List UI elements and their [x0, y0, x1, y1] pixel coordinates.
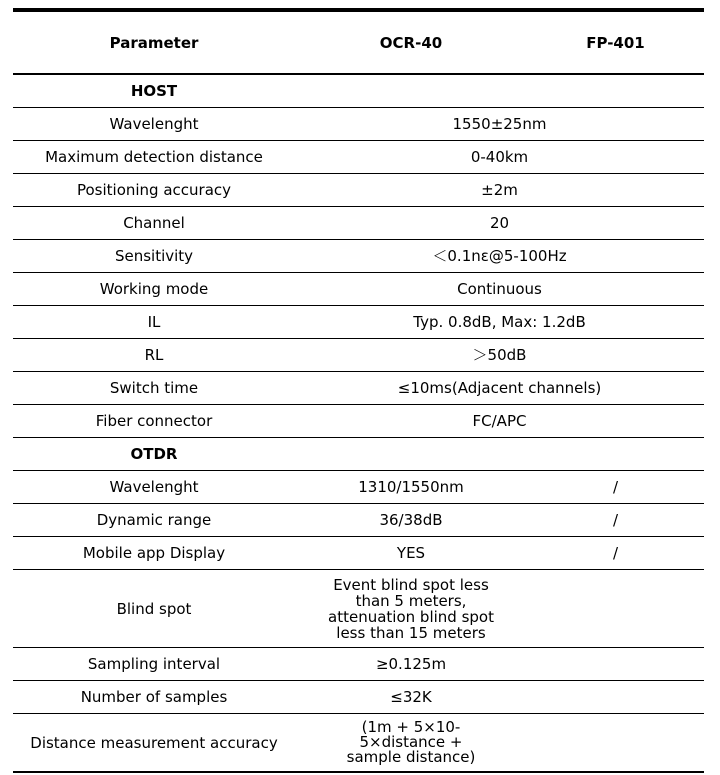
fp401-value: / [527, 504, 704, 537]
param-name: Sensitivity [13, 240, 295, 273]
table-row [13, 306, 704, 339]
spec-table [13, 8, 704, 773]
param-name: Channel [13, 207, 295, 240]
fp401-value: / [527, 537, 704, 570]
param-name: Dynamic range [13, 504, 295, 537]
table-row [13, 648, 704, 681]
param-name: Working mode [13, 273, 295, 306]
section-row-host [13, 74, 704, 108]
param-name: Number of samples [13, 681, 295, 714]
table-row [13, 339, 704, 372]
table-row [13, 714, 704, 773]
table-row [13, 372, 704, 405]
header-model-b: FP-401 [527, 10, 704, 74]
table-row [13, 207, 704, 240]
fp401-value [527, 570, 704, 648]
ocr40-value: YES [295, 537, 527, 570]
section-row-otdr [13, 438, 704, 471]
table-row [13, 570, 704, 648]
table-row [13, 141, 704, 174]
param-value: ≤10ms(Adjacent channels) [295, 372, 704, 405]
table-row [13, 405, 704, 438]
header-parameter: Parameter [13, 10, 295, 74]
param-name: Blind spot [13, 570, 295, 648]
param-value: Continuous [295, 273, 704, 306]
param-name: Positioning accuracy [13, 174, 295, 207]
table-row [13, 504, 704, 537]
fp401-value [527, 648, 704, 681]
param-value: ±2m [295, 174, 704, 207]
param-name: Fiber connector [13, 405, 295, 438]
header-model-a: OCR-40 [295, 10, 527, 74]
param-value: 20 [295, 207, 704, 240]
param-name: RL [13, 339, 295, 372]
ocr40-value: (1m + 5×10-5×distance + sample distance) [346, 718, 476, 766]
table-row [13, 273, 704, 306]
ocr40-value: ≤32K [295, 681, 527, 714]
spec-sheet [13, 8, 704, 773]
ocr40-value: 36/38dB [295, 504, 527, 537]
param-name: Wavelenght [13, 471, 295, 504]
table-row [13, 537, 704, 570]
table-row [13, 471, 704, 504]
table-row [13, 240, 704, 273]
param-value: ＞50dB [295, 339, 704, 372]
fp401-value: / [527, 471, 704, 504]
fp401-value [527, 714, 704, 773]
section-title-host: HOST [13, 74, 295, 108]
param-value: ＜0.1nε@5-100Hz [295, 240, 704, 273]
param-value: FC/APC [295, 405, 704, 438]
param-name: IL [13, 306, 295, 339]
fp401-value [527, 681, 704, 714]
param-value: Typ. 0.8dB, Max: 1.2dB [295, 306, 704, 339]
param-name: Sampling interval [13, 648, 295, 681]
ocr40-value: ≥0.125m [295, 648, 527, 681]
table-row [13, 174, 704, 207]
table-row [13, 108, 704, 141]
param-value: 0-40km [295, 141, 704, 174]
param-name: Mobile app Display [13, 537, 295, 570]
param-name: Switch time [13, 372, 295, 405]
header-row [13, 10, 704, 74]
table-row [13, 681, 704, 714]
ocr40-value: 1310/1550nm [295, 471, 527, 504]
param-name: Maximum detection distance [13, 141, 295, 174]
section-title-otdr: OTDR [13, 438, 295, 471]
param-name: Wavelenght [13, 108, 295, 141]
ocr40-value: Event blind spot less than 5 meters, attenuation blind spot less than 15 meters [328, 575, 494, 642]
param-value: 1550±25nm [295, 108, 704, 141]
param-name: Distance measurement accuracy [13, 714, 295, 773]
